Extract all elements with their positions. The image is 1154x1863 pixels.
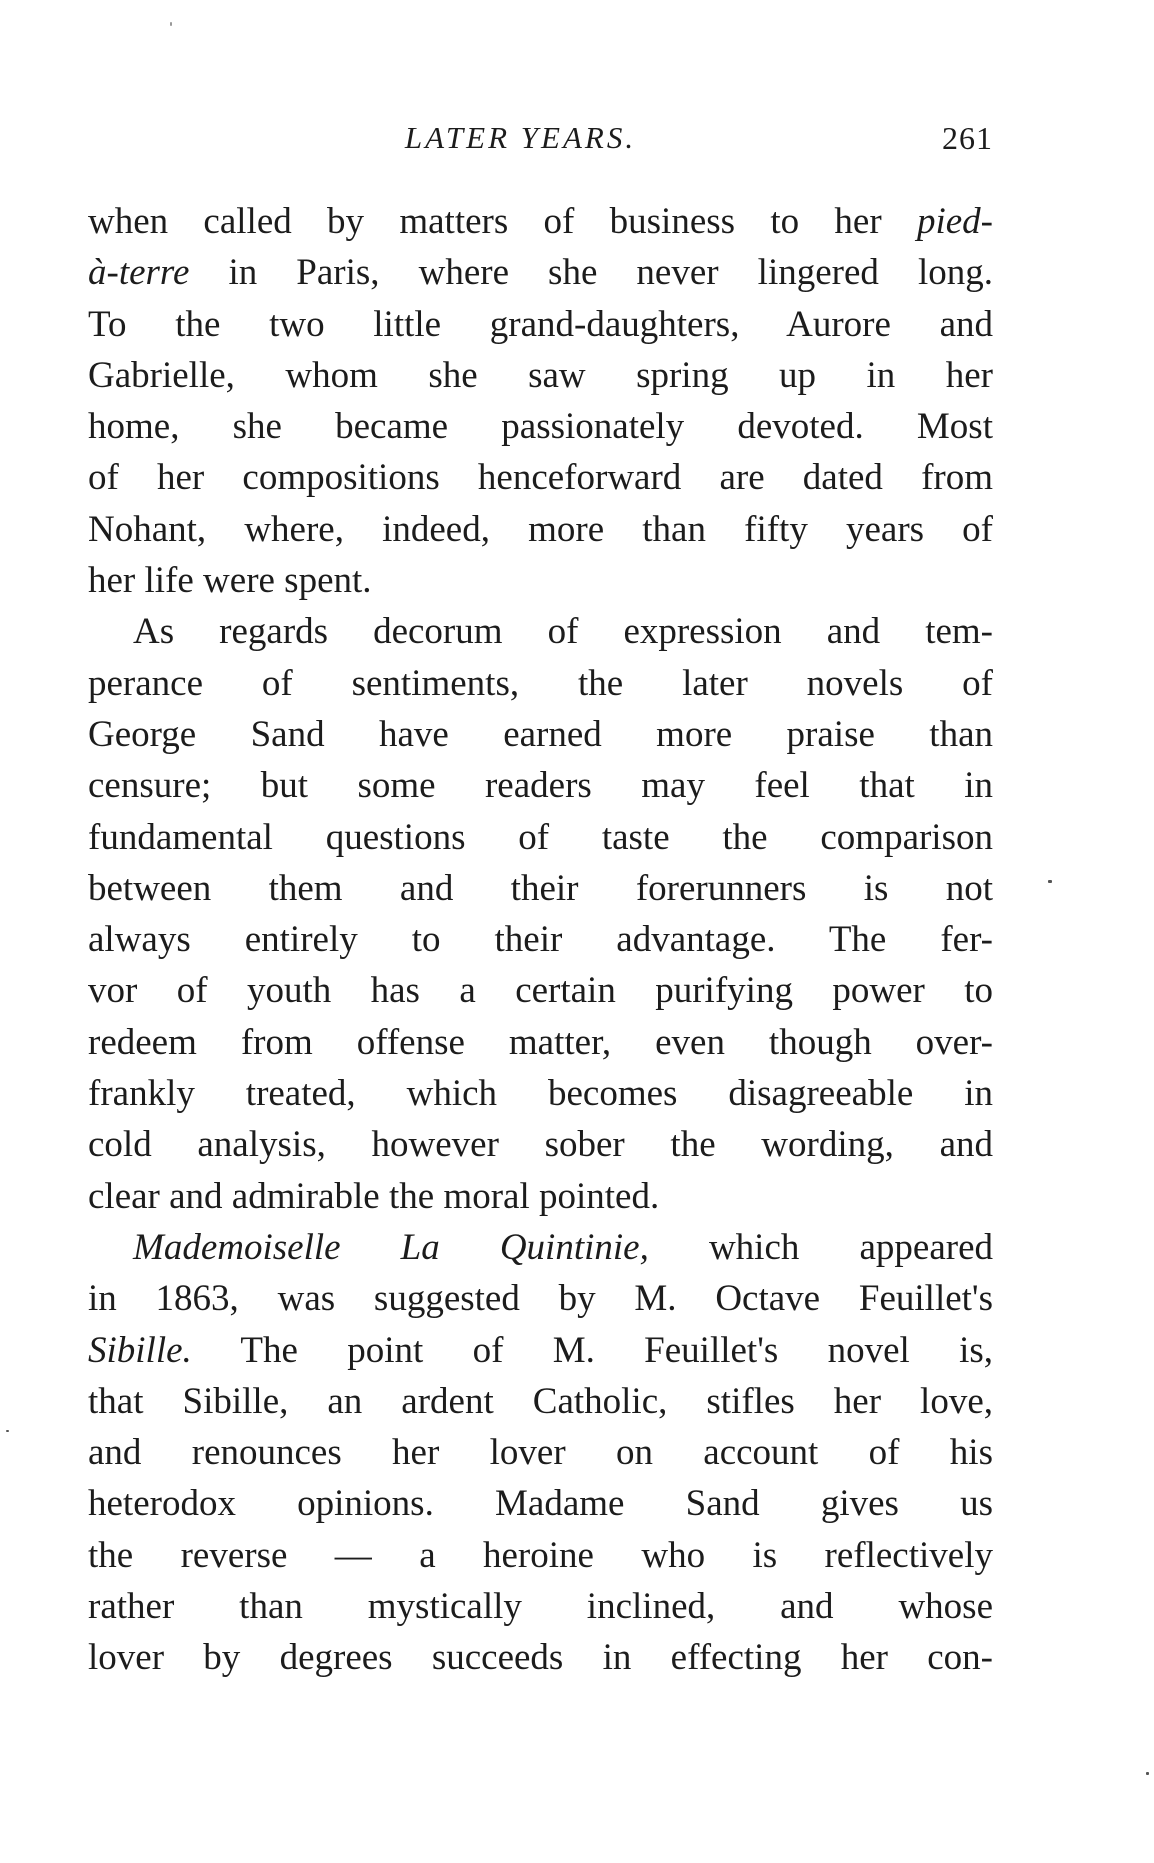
text-line: that Sibille, an ardent Catholic, stifles her love, xyxy=(88,1380,993,1422)
running-head xyxy=(88,112,993,162)
text-line: of her compositions henceforward are dated from xyxy=(88,457,993,499)
text-line: fundamental questions of taste the comparison xyxy=(88,816,993,858)
text-line: Sibille. The point of M. Feuillet's novel is, xyxy=(88,1329,993,1371)
text-line: To the two little grand-daughters, Aurore and xyxy=(88,303,993,345)
text-line: in 1863, was suggested by M. Octave Feuillet's xyxy=(88,1278,993,1320)
text-line: censure; but some readers may feel that in xyxy=(88,765,993,807)
text-line: home, she became passionately devoted. Most xyxy=(88,406,993,448)
text-line: rather than mystically inclined, and whose xyxy=(88,1586,993,1628)
scan-speck xyxy=(170,22,172,26)
text-line: lover by degrees succeeds in effecting her con- xyxy=(88,1637,993,1679)
page-number: 261 xyxy=(942,120,993,156)
text-line: Nohant, where, indeed, more than fifty years of xyxy=(88,508,993,550)
text-line: between them and their forerunners is not xyxy=(88,867,993,909)
text-line: and renounces her lover on account of his xyxy=(88,1432,993,1474)
text-line: cold analysis, however sober the wording, and xyxy=(88,1124,993,1166)
text-line: always entirely to their advantage. The fer- xyxy=(88,919,993,961)
text-line: Mademoiselle La Quintinie, which appeared xyxy=(133,1226,994,1268)
text-line: her life were spent. xyxy=(88,560,372,602)
text-line: when called by matters of business to her pied- xyxy=(88,201,993,242)
body-text xyxy=(88,196,993,1684)
text-line: frankly treated, which becomes disagreeable in xyxy=(88,1073,993,1115)
text-line: redeem from offense matter, even though over- xyxy=(88,1021,993,1063)
scan-speck xyxy=(1048,880,1052,883)
running-title: LATER YEARS. xyxy=(404,120,637,155)
text-line: As regards decorum of expression and tem- xyxy=(133,611,993,653)
text-line: clear and admirable the moral pointed. xyxy=(88,1175,660,1217)
text-line: heterodox opinions. Madame Sand gives us xyxy=(88,1483,993,1525)
text-line: the reverse — a heroine who is reflectively xyxy=(88,1534,993,1576)
scan-speck xyxy=(1146,1772,1149,1775)
text-line: George Sand have earned more praise than xyxy=(88,713,993,755)
text-line: à-terre in Paris, where she never lingered long. xyxy=(88,252,993,294)
text-line: vor of youth has a certain purifying power to xyxy=(88,970,993,1012)
scan-speck xyxy=(6,1430,9,1432)
text-line: perance of sentiments, the later novels of xyxy=(88,662,993,704)
text-line: Gabrielle, whom she saw spring up in her xyxy=(88,354,993,396)
